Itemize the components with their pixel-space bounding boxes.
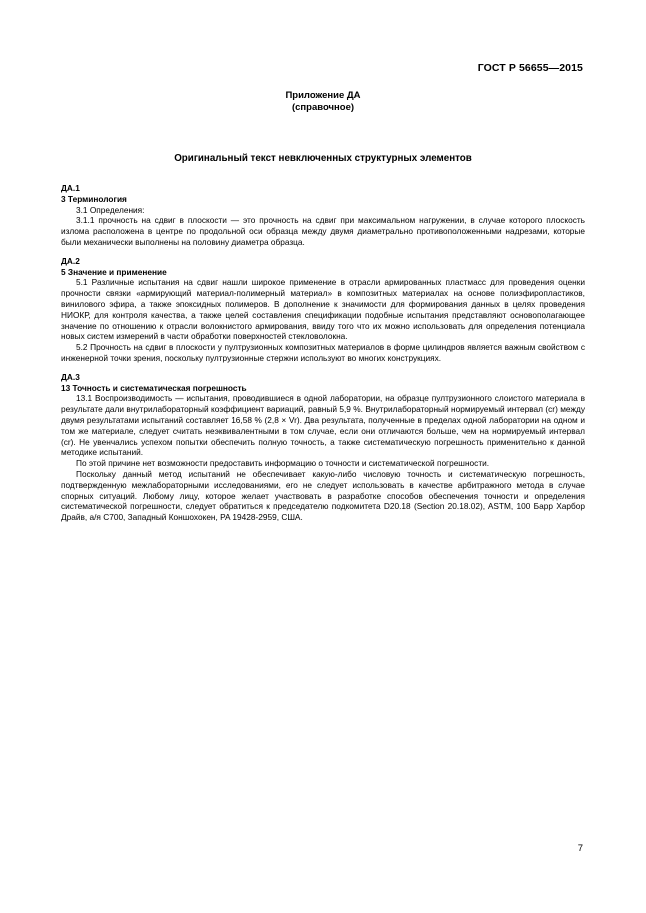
annex-heading [0,90,646,114]
paragraph: 5.1 Различные испытания на сдвиг нашли широкое применение в отрасли армированных пластмасс для проведения оценки прочности связки «армирующий материал-полимерный материал» в композитных материалах на основе полиэфиропластиков, винилового эфира, а также эпоксидных полимеров. В дополнение к значимости для формирования данных в целях проведения НИОКР, для контроля качества, а также целей составления спецификации подобные испытания представляют основополагающее значение по отношению к отрасли волокнистого армирования, ввиду того что их можно использовать для определения потенциала новых систем измерений в части обработки поверхностей стекловолокна. [61,277,585,342]
section-title: 5 Значение и применение [61,266,167,277]
section-title: 13 Точность и систематическая погрешность [61,382,247,393]
section-id: ДА.2 [61,255,80,266]
paragraph: 13.1 Воспроизводимость — испытания, проводившиеся в одной лаборатории, на образце пултрузионного слоистого материала в результате дали внутрилабораторный коэффициент вариаций, равный 5,9 %. Внутрилабораторный нормируемый интервал (cr) между двумя результатами испытаний составляет 16,58 % (2,8 × Vr). Два результата, полученные в пределах одной лаборатории на одном и том же материале, следует считать неэквивалентными в том случае, если они отличаются больше, чем на нормируемый интервал (cr). Не увенчались успехом попытки обеспечить полную точность, а также систематическую погрешность применительно к данной методике испытаний. [61,393,585,458]
section-title: 3 Терминология [61,193,127,204]
document-title: Оригинальный текст невключенных структурных элементов [174,153,472,164]
annex-title: Приложение ДА [285,90,361,101]
section-da3 [61,372,585,523]
section-da2 [61,256,585,364]
paragraph: Поскольку данный метод испытаний не обеспечивает какую-либо числовую точность и систематическую погрешность, подтвержденную межлабораторными исследованиями, его не следует использовать в качестве арбитражного метода в случае спорных ситуаций. Любому лицу, которое желает участвовать в разработке способов обеспечения точности и определения систематической погрешности, следует обратиться к председателю подкомитета D20.18 (Section 20.18.02), ASTM, 100 Барр Харбор Драйв, а/я C700, Западный Коншохокен, PA 19428-2959, США. [61,468,585,523]
document-body [61,183,585,531]
annex-subtitle: (справочное) [291,102,355,113]
section-da1 [61,183,585,248]
section-id: ДА.1 [61,183,80,193]
paragraph: 3.1.1 прочность на сдвиг в плоскости — это прочность на сдвиг при максимальном нагружении, в случае которого плоскость излома расположена в центре по продольной оси образца между двумя диаметрально противоположенными надрезами, которые были механически выполнены на половину диаметра образца. [61,215,585,247]
paragraph: По этой причине нет возможности предоставить информацию о точности и систематической погрешности. [76,458,490,469]
document-code: ГОСТ Р 56655—2015 [477,62,583,74]
section-id: ДА.3 [61,371,80,382]
page-number: 7 [577,843,583,854]
paragraph: 3.1 Определения: [76,204,145,215]
paragraph: 5.2 Прочность на сдвиг в плоскости у пултрузионных композитных материалов в форме цилиндров является важным свойством с инженерной точки зрения, поскольку пултрузионные стержни используют во многих конструкциях. [61,342,585,363]
